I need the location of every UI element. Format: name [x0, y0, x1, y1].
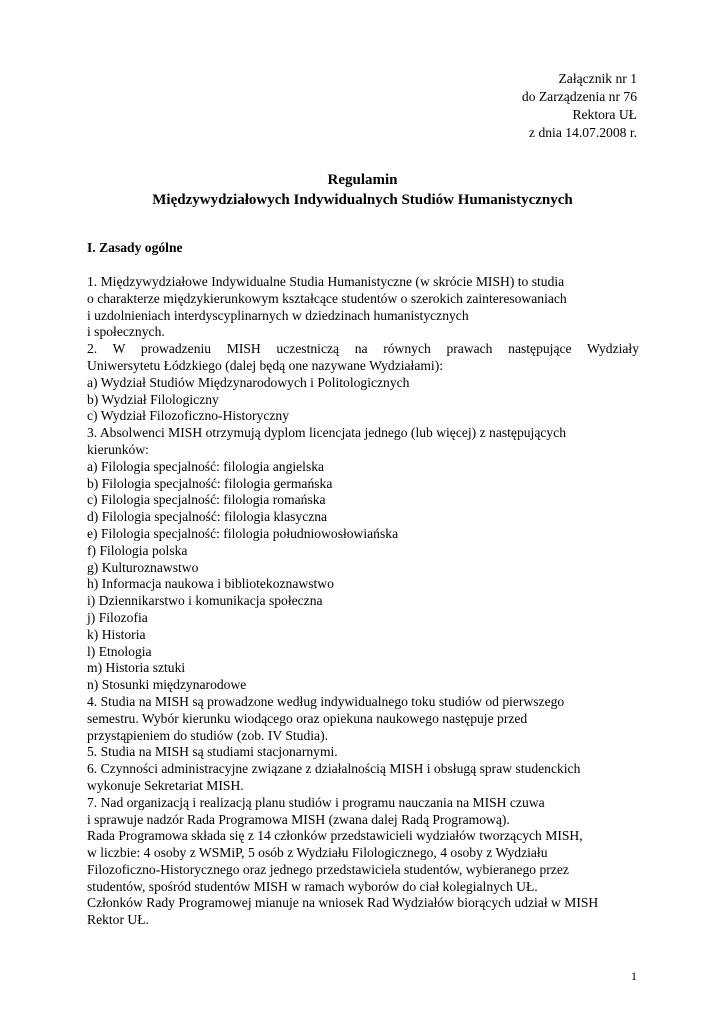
body-line: i sprawuje nadzór Rada Programowa MISH (zwana dalej Radą Programową). — [87, 811, 510, 827]
body-line: b) Wydział Filologiczny — [87, 391, 219, 407]
title-line-1: Regulamin — [327, 172, 398, 188]
body-line: 4. Studia na MISH są prowadzone według indywidualnego toku studiów od pierwszego — [87, 693, 565, 709]
body-line: c) Filologia specjalność: filologia romańska — [87, 492, 326, 508]
body-line: h) Informacja naukowa i bibliotekoznawstwo — [87, 576, 334, 592]
body-line: 7. Nad organizacją i realizacją planu studiów i programu nauczania na MISH czuwa — [87, 794, 545, 810]
annex-line: do Zarządzenia nr 76 — [521, 89, 637, 104]
body-line: studentów, spośród studentów MISH w ramach wyborów do ciał kolegialnych UŁ. — [87, 878, 538, 894]
body-line: k) Historia — [87, 626, 146, 642]
body-line: Członków Rady Programowej mianuje na wniosek Rad Wydziałów biorących udział w MISH — [87, 895, 599, 911]
body-line: w liczbie: 4 osoby z WSMiP, 5 osób z Wydziału Filologicznego, 4 osoby z Wydziału — [87, 845, 548, 861]
body-line: 6. Czynności administracyjne związane z działalnością MISH i obsługą spraw studenckich — [87, 761, 581, 777]
annex-header — [522, 70, 637, 142]
annex-line: Rektora UŁ — [572, 107, 637, 122]
body-line: Uniwersytetu Łódzkiego (dalej będą one nazywane Wydziałami): — [87, 357, 444, 373]
body-line: g) Kulturoznawstwo — [87, 559, 199, 575]
body-line: semestru. Wybór kierunku wiodącego oraz opiekuna naukowego następuje przed — [87, 710, 528, 726]
document-title — [0, 170, 725, 210]
body-text — [87, 274, 639, 929]
body-line: 3. Absolwenci MISH otrzymują dyplom licencjata jednego (lub więcej) z następujących — [87, 425, 567, 441]
body-line: l) Etnologia — [87, 643, 152, 659]
body-line: Filozoficzno-Historycznego oraz jednego przedstawiciela studentów, wybieranego przez — [87, 861, 569, 877]
body-line: n) Stosunki międzynarodowe — [87, 677, 247, 693]
title-line-2: Międzywydziałowych Indywidualnych Studiów Humanistycznych — [152, 192, 573, 208]
body-line: wykonuje Sekretariat MISH. — [87, 777, 244, 793]
body-line: e) Filologia specjalność: filologia południowosłowiańska — [87, 525, 399, 541]
body-line: o charakterze międzykierunkowym kształcące studentów o szerokich zainteresowaniach — [87, 290, 567, 306]
body-line: a) Filologia specjalność: filologia angielska — [87, 458, 325, 474]
annex-line: Załącznik nr 1 — [558, 71, 637, 86]
body-line: d) Filologia specjalność: filologia klasyczna — [87, 509, 328, 525]
body-line: 5. Studia na MISH są studiami stacjonarnymi. — [87, 744, 338, 760]
body-line: i uzdolnieniach interdyscyplinarnych w dziedzinach humanistycznych — [87, 307, 469, 323]
body-line: 2. W prowadzeniu MISH uczestniczą na równych prawach następujące Wydziały — [87, 341, 639, 357]
body-line: a) Wydział Studiów Międzynarodowych i Politologicznych — [87, 374, 410, 390]
section-heading: I. Zasady ogólne — [87, 240, 183, 255]
body-line: i) Dziennikarstwo i komunikacja społeczna — [87, 593, 323, 609]
body-line: przystąpieniem do studiów (zob. IV Studia). — [87, 727, 328, 743]
page-number: 1 — [631, 969, 637, 983]
body-line: m) Historia sztuki — [87, 660, 186, 676]
body-line: b) Filologia specjalność: filologia germańska — [87, 475, 333, 491]
body-line: 1. Międzywydziałowe Indywidualne Studia Humanistyczne (w skrócie MISH) to studia — [87, 274, 565, 289]
body-line: Rektor UŁ. — [87, 912, 149, 928]
body-line: c) Wydział Filozoficzno-Historyczny — [87, 408, 290, 424]
body-line: Rada Programowa składa się z 14 członków przedstawicieli wydziałów tworzących MISH, — [87, 828, 583, 844]
body-line: kierunków: — [87, 441, 149, 457]
body-line: j) Filozofia — [87, 609, 148, 625]
body-line: f) Filologia polska — [87, 542, 188, 558]
body-line: i społecznych. — [87, 324, 165, 340]
annex-line: z dnia 14.07.2008 r. — [529, 125, 637, 140]
